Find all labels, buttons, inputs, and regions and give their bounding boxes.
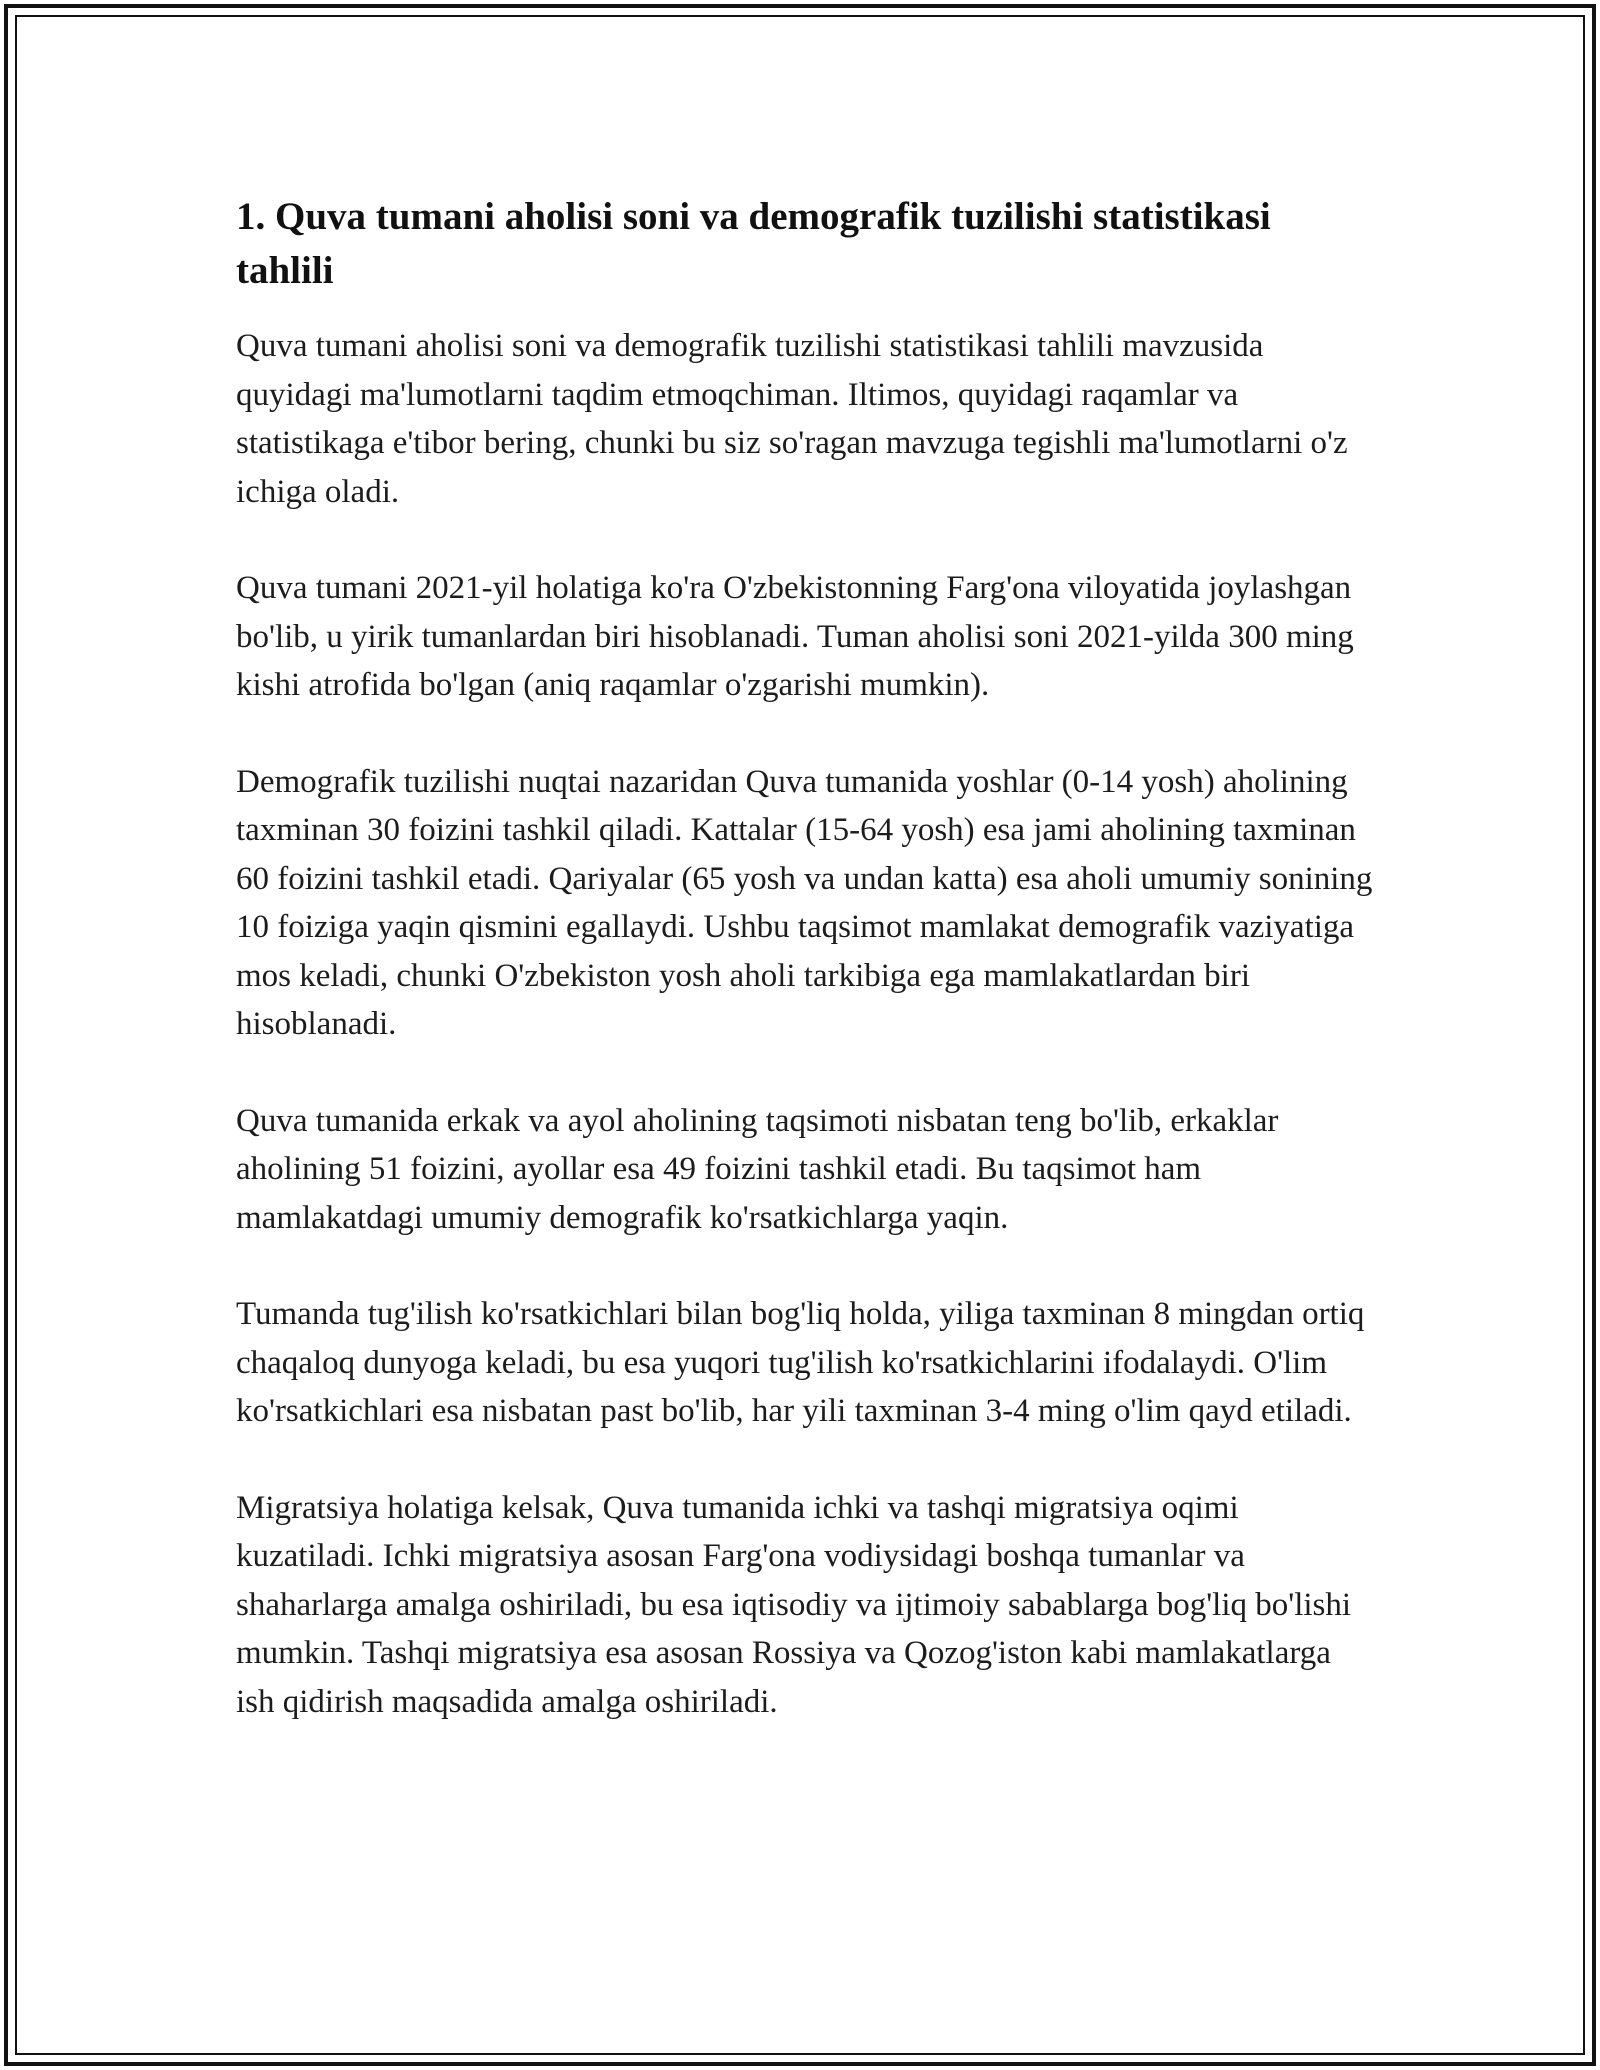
- paragraph-migration: Migratsiya holatiga kelsak, Quva tumanida ichki va tashqi migratsiya oqimi kuzatiladi. Ichki migratsiya asosan Farg'ona vodiysidagi boshqa tumanlar va shaharlarga amalga oshiriladi, bu esa iqtisodiy va ijtimoiy sabablarga bog'liq bo'lishi mumkin. Tashqi migratsiya esa asosan Rossiya va Qozog'iston kabi mamlakatlarga ish qidirish maqsadida amalga oshiriladi.: [236, 1489, 1352, 1720]
- paragraph-age-structure: Demografik tuzilishi nuqtai nazaridan Quva tumanida yoshlar (0-14 yosh) aholining taxminan 30 foizini tashkil qiladi. Kattalar (15-64 yosh) esa jami aholining taxminan 60 foizini tashkil etadi. Qariyalar (65 yosh va undan katta) esa aholi umumiy sonining 10 foiziga yaqin qismini egallaydi. Ushbu taqsimot mamlakat demografik vaziyatiga mos keladi, chunki O'zbekiston yosh aholi tarkibiga ega mamlakatlardan biri hisoblanadi.: [236, 763, 1373, 1042]
- paragraph-intro: Quva tumani aholisi soni va demografik tuzilishi statistikasi tahlili mavzusida quyidagi ma'lumotlarni taqdim etmoqchiman. Iltimos, quyidagi raqamlar va statistikaga e'tibor bering, chunki bu siz so'ragan mavzuga tegishli ma'lumotlarni o'z ichiga oladi.: [236, 328, 1348, 510]
- document-title: 1. Quva tumani aholisi soni va demografik tuzilishi statistikasi tahlili: [236, 195, 1271, 292]
- document-body: [236, 322, 1376, 1726]
- paragraph-births-deaths: Tumanda tug'ilish ko'rsatkichlari bilan bog'liq holda, yiliga taxminan 8 mingdan ortiq chaqaloq dunyoga keladi, bu esa yuqori tug'ilish ko'rsatkichlarini ifodalaydi. O'lim ko'rsatkichlari esa nisbatan past bo'lib, har yili taxminan 3-4 ming o'lim qayd etiladi.: [236, 1296, 1365, 1429]
- paragraph-population: Quva tumani 2021-yil holatiga ko'ra O'zbekistonning Farg'ona viloyatida joylashgan bo'lib, u yirik tumanlardan biri hisoblanadi. Tuman aholisi soni 2021-yilda 300 ming kishi atrofida bo'lgan (aniq raqamlar o'zgarishi mumkin).: [236, 570, 1354, 703]
- document-content: [236, 190, 1376, 1774]
- paragraph-gender-distribution: Quva tumanida erkak va ayol aholining taqsimoti nisbatan teng bo'lib, erkaklar aholining 51 foizini, ayollar esa 49 foizini tashkil etadi. Bu taqsimot ham mamlakatdagi umumiy demografik ko'rsatkichlarga yaqin.: [236, 1102, 1279, 1236]
